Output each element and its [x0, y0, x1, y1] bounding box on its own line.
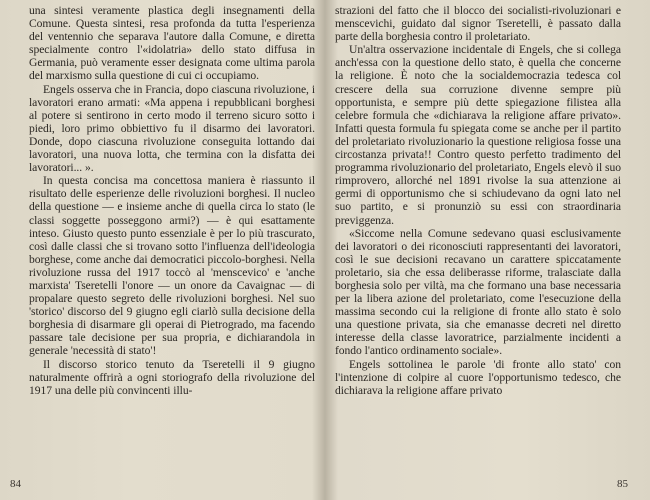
left-page-text: [29, 4, 315, 397]
paragraph: Engels sottolinea le parole 'di fronte allo stato' con l'intenzione di colpire al cuore l'opportunismo tedesco, che dichiarava la religione affare privato: [335, 357, 621, 397]
paragraph: In questa concisa ma concettosa maniera è riassunto il risultato delle esperienze delle rivoluzioni borghesi. Il nucleo della questione — e insieme anche di quella circa lo stato (le classi soggette posseggono armi?) — è qui esattamente inteso. Giusto questo punto essenziale è per lo più trascurato, così dalle classi che si trovano sotto l'influenza dell'ideologia borghese, come anche dai democratici piccolo-borghesi. Nella rivoluzione russa del 1917 toccò al 'menscevico' e 'anche marxista' Tseretelli l'onore — un onore da Cavaignac — di propalare questo segreto delle rivoluzioni borghesi. Nel suo 'storico' discorso del 9 giugno egli ciarlò sulla decisione della borghesia di disarmare gli operai di Pietrogrado, ma facendo passare tale decisione per sua propria, e dichiarandola in generale 'necessità di stato'!: [29, 174, 315, 358]
page-number: 85: [617, 478, 628, 490]
paragraph: Un'altra osservazione incidentale di Engels, che si collega anch'essa con la questione dello stato, è quella che concerne la religione. È noto che la socialdemocrazia tedesca col crescere della sua corruzione divenne sempre più opportunista, e sempre più dette spiegazione filistea alla celebre formula che «dichiarava la religione affare privato». Infatti questa formula fu spiegata come se anche per il partito del proletariato rivoluzionario la questione religiosa fosse una circostanza privata!! Contro questo perfetto tradimento del programma rivoluzionario del proletariato, Engels elevò il suo rimprovero, allorché nel 1891 rivolse la sua attenzione ai germi di opportunismo che si schiudevano da ogni lato nel suo partito, e si pronunziò su essi con straordinaria previggenza.: [335, 43, 622, 227]
paragraph: «Siccome nella Comune sedevano quasi esclusivamente dei lavoratori o dei riconosciuti rappresentanti dei lavoratori, così le sue decisioni recavano un carattere spiccatamente proletario, sia che essa deliberasse riforme, tralasciate dalla borghesia solo per viltà, ma che formano una base necessaria per la libera azione del proletariato, come l'esecuzione della massima secondo cui la religione di fronte allo stato è solo una questione privata, sia che emanasse decreti nel diretto interesse della classe lavoratrice, parzialmente incidenti a fondo l'antico ordinamento sociale».: [335, 226, 621, 358]
paragraph: una sintesi veramente plastica degli insegnamenti della Comune. Questa sintesi, resa profonda da tutta l'esperienza del ventennio che separava l'autore dalla Comune, e diretta specialmente contro l'«idolatria» dello stato diffusa in Germania, può veramente esser designata come ultima parola del marxismo sulla questione di cui ci occupiamo.: [29, 4, 315, 83]
right-page: [325, 0, 650, 500]
paragraph: Il discorso storico tenuto da Tseretelli il 9 giugno naturalmente offrirà a ogni storiografo della rivoluzione del 1917 una delle più convincenti illu-: [29, 357, 315, 397]
paragraph: strazioni del fatto che il blocco dei socialisti-rivoluzionari e menscevichi, guidato dal signor Tseretelli, è passato dalla parte della borghesia contro il proletariato.: [335, 4, 621, 44]
right-page-text: [335, 4, 621, 397]
paragraph: Engels osserva che in Francia, dopo ciascuna rivoluzione, i lavoratori erano armati: «Ma appena i repubblicani borghesi al potere si sentirono in certo modo il terreno sicuro sotto i piedi, loro primo obbiettivo fu il disarmo dei lavoratori. Donde, dopo ciascuna rivoluzione conseguita lottando dai lavoratori, una nuova lotta, che termina con la disfatta dei lavoratori... ».: [29, 82, 315, 175]
page-number: 84: [10, 478, 21, 490]
